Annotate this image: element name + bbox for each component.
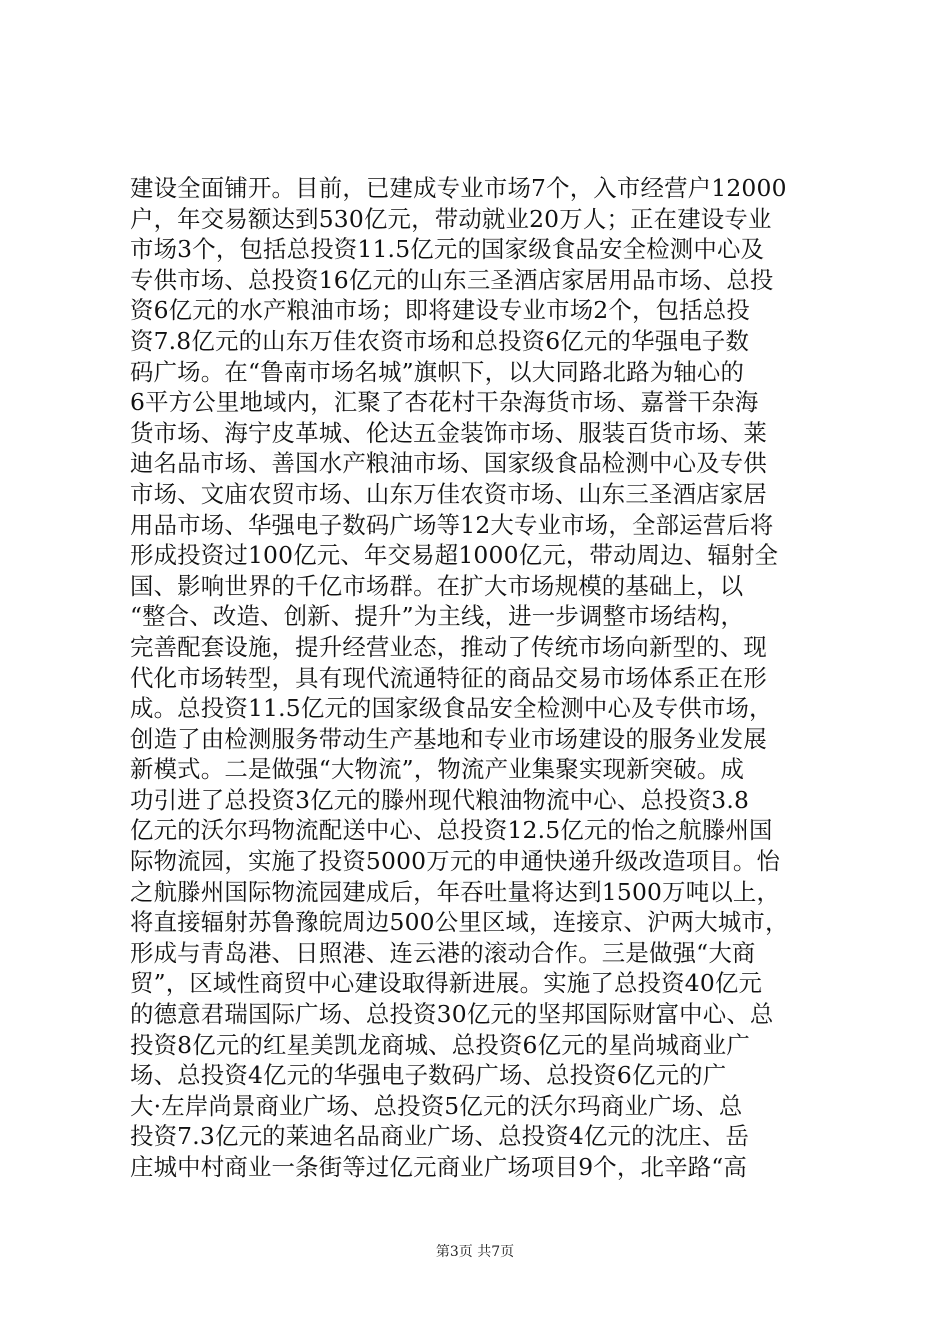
text-line: 际物流园，实施了投资5000万元的申通快递升级改造项目。怡 — [130, 847, 781, 876]
text-line: 庄城中村商业一条街等过亿元商业广场项目9个，北辛路“高 — [130, 1153, 748, 1181]
text-line: 新模式。二是做强“大物流”，物流产业集聚实现新突破。成 — [130, 755, 745, 784]
text-line: 创造了由检测服务带动生产基地和专业市场建设的服务业发展 — [130, 724, 767, 753]
text-line: 之航滕州国际物流园建成后，年吞吐量将达到1500万吨以上， — [130, 877, 781, 906]
text-line: 户，年交易额达到530亿元，带动就业20万人；正在建设专业 — [130, 204, 772, 233]
text-line: 资6亿元的水产粮油市场；即将建设专业市场2个，包括总投 — [130, 296, 750, 325]
text-line: 码广场。在“鲁南市场名城”旗帜下，以大同路北路为轴心的 — [130, 357, 745, 386]
text-line: 完善配套设施，提升经营业态，推动了传统市场向新型的、现 — [130, 632, 767, 661]
text-line: 大·左岸尚景商业广场、总投资5亿元的沃尔玛商业广场、总 — [130, 1091, 743, 1120]
text-line: 市场3个，包括总投资11.5亿元的国家级食品安全检测中心及 — [130, 235, 765, 264]
text-line: 专供市场、总投资16亿元的山东三圣酒店家居用品市场、总投 — [130, 265, 774, 294]
body-text — [130, 173, 830, 1183]
text-line: 6平方公里地域内，汇聚了杏花村干杂海货市场、嘉誉干杂海 — [130, 388, 759, 417]
text-line: 迪名品市场、善国水产粮油市场、国家级食品检测中心及专供 — [130, 449, 767, 478]
text-line: 建设全面铺开。目前，已建成专业市场7个，入市经营户12000 — [130, 174, 787, 202]
text-line: 市场、文庙农贸市场、山东万佳农资市场、山东三圣酒店家居 — [130, 479, 767, 508]
text-line: 用品市场、华强电子数码广场等12大专业市场，全部运营后将 — [130, 510, 774, 539]
text-line: 资7.8亿元的山东万佳农资市场和总投资6亿元的华强电子数 — [130, 326, 750, 355]
text-line: 贸”，区域性商贸中心建设取得新进展。实施了总投资40亿元 — [130, 969, 763, 998]
text-line: “整合、改造、创新、提升”为主线，进一步调整市场结构， — [130, 602, 745, 631]
text-line: 亿元的沃尔玛物流配送中心、总投资12.5亿元的怡之航滕州国 — [130, 816, 773, 845]
text-line: 功引进了总投资3亿元的滕州现代粮油物流中心、总投资3.8 — [130, 785, 750, 814]
text-line: 将直接辐射苏鲁豫皖周边500公里区域，连接京、沪两大城市， — [130, 908, 789, 937]
text-line: 场、总投资4亿元的华强电子数码广场、总投资6亿元的广 — [130, 1061, 727, 1090]
page-footer: 第3页 共7页 — [435, 1244, 515, 1260]
text-line: 国、影响世界的千亿市场群。在扩大市场规模的基础上，以 — [130, 571, 744, 600]
text-line: 形成与青岛港、日照港、连云港的滚动合作。三是做强“大商 — [130, 938, 756, 967]
text-line: 形成投资过100亿元、年交易超1000亿元，带动周边、辐射全 — [130, 541, 779, 570]
text-line: 代化市场转型，具有现代流通特征的商品交易市场体系正在形 — [130, 663, 767, 692]
text-line: 的德意君瑞国际广场、总投资30亿元的坚邦国际财富中心、总 — [130, 1000, 774, 1029]
text-line: 货市场、海宁皮革城、伦达五金装饰市场、服装百货市场、莱 — [130, 418, 767, 447]
text-line: 投资7.3亿元的莱迪名品商业广场、总投资4亿元的沈庄、岳 — [130, 1122, 750, 1151]
text-line: 投资8亿元的红星美凯龙商城、总投资6亿元的星尚城商业广 — [130, 1030, 750, 1059]
text-line: 成。总投资11.5亿元的国家级食品安全检测中心及专供市场， — [130, 694, 773, 723]
